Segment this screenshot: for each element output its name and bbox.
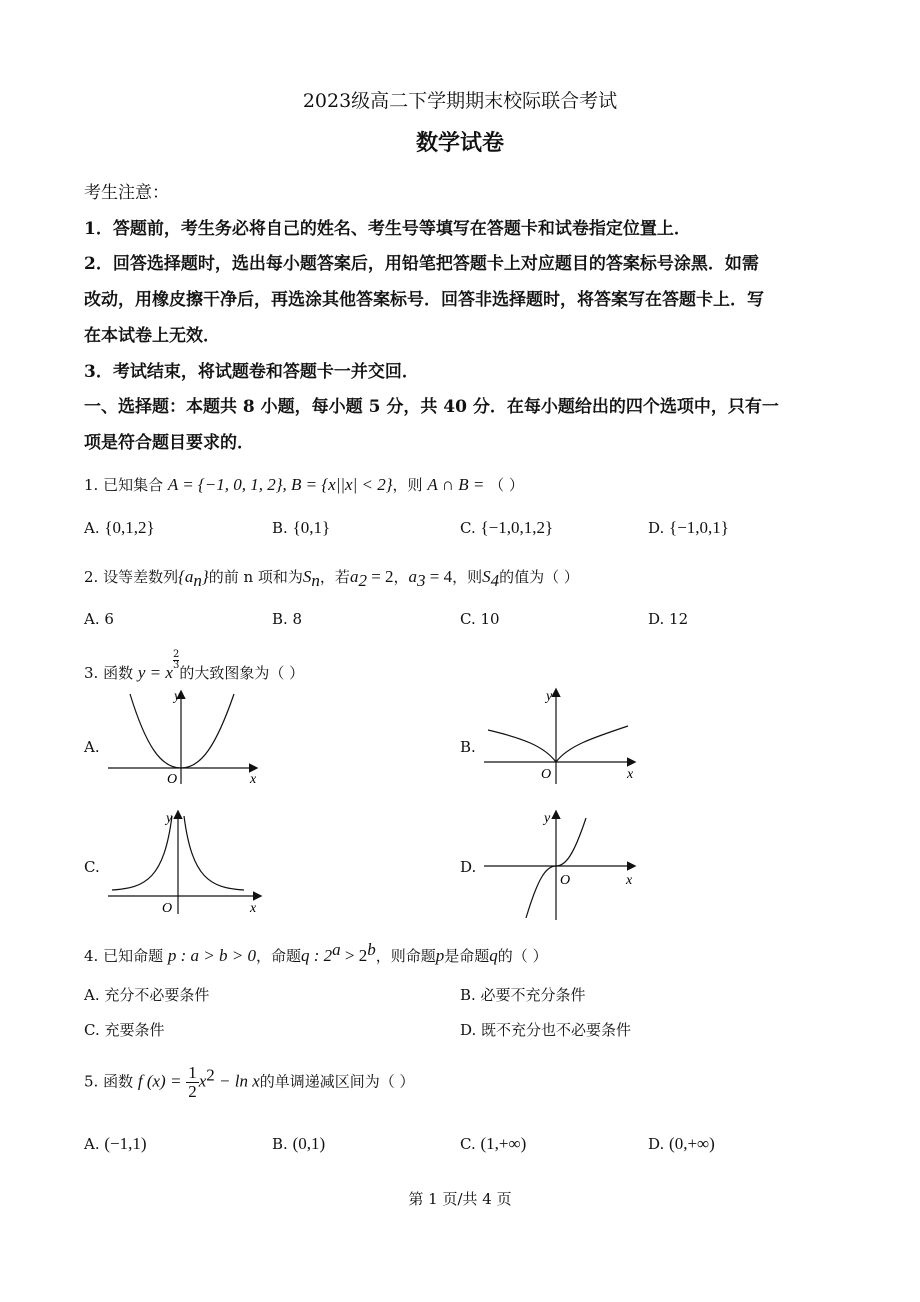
exam-title: 2023级高二下学期期末校际联合考试 bbox=[302, 90, 618, 112]
q3-b-y-label: y bbox=[546, 689, 553, 704]
q1-set-b: , B = {x||x| < 2} bbox=[282, 475, 393, 494]
q2-mid1: 的前 n 项和为 bbox=[208, 568, 303, 586]
q3-b-x-label: x bbox=[627, 767, 634, 782]
q2-seq: {a bbox=[178, 567, 194, 586]
q3-a-origin: O bbox=[167, 772, 178, 786]
q2-option-d[interactable]: D. 12 bbox=[648, 610, 689, 628]
q2-mid2: ，若 bbox=[319, 568, 350, 586]
q5-frac-num: 1 bbox=[188, 1063, 197, 1082]
q4-p2: p bbox=[435, 946, 445, 965]
q1-option-c-label: C. bbox=[460, 519, 481, 537]
question-2 bbox=[84, 566, 579, 591]
q1-option-b-label: B. bbox=[272, 519, 293, 537]
q5-rest: x bbox=[198, 1071, 207, 1091]
q3-b-curve bbox=[488, 726, 628, 762]
q5-fraction bbox=[186, 1064, 199, 1101]
q4-q-exp-a: a bbox=[332, 940, 341, 959]
q3-c-y-label: y bbox=[166, 811, 173, 826]
q2-cond2-sub: 3 bbox=[417, 571, 426, 590]
q4-option-b[interactable]: B. 必要不充分条件 bbox=[460, 986, 586, 1004]
q3-d-origin: O bbox=[560, 873, 571, 888]
section-1-line-2: 项是符合题目要求的． bbox=[84, 433, 254, 453]
q3-graph-b[interactable] bbox=[482, 686, 642, 786]
q3-exp-den: 3 bbox=[172, 660, 180, 671]
q3-c-curve-right bbox=[184, 816, 244, 890]
q2-comma: ， bbox=[393, 568, 409, 586]
q4-mid: ，命题 bbox=[255, 947, 301, 965]
notice-item-2-line-2: 改动，用橡皮擦干净后，再选涂其他答案标号．回答非选择题时，将答案写在答题卡上．写 bbox=[84, 290, 764, 310]
q4-p: p : a > b > 0 bbox=[167, 946, 256, 965]
q4-suffix: 的（ ） bbox=[497, 947, 548, 965]
q3-d-x-label: x bbox=[626, 873, 633, 888]
page-number: 第 1 页/共 4 页 bbox=[408, 1190, 512, 1208]
q5-suffix: 的单调递减区间为（ ） bbox=[259, 1072, 415, 1091]
q3-prefix: 3. 函数 bbox=[84, 664, 134, 682]
q4-option-c[interactable]: C. 充要条件 bbox=[84, 1021, 165, 1039]
q1-option-a-label: A. bbox=[84, 519, 105, 537]
notice-item-1: 1．答题前，考生务必将自己的姓名、考生号等填写在答题卡和试卷指定位置上． bbox=[84, 219, 691, 239]
q1-option-d-value: {−1,0,1} bbox=[669, 518, 729, 537]
q2-prefix: 2. 设等差数列 bbox=[84, 568, 179, 586]
q3-option-b[interactable]: B. bbox=[460, 738, 476, 756]
question-5 bbox=[84, 1064, 415, 1101]
notice-heading: 考生注意： bbox=[84, 183, 169, 203]
q3-exp-num: 2 bbox=[172, 649, 180, 660]
question-4 bbox=[84, 940, 548, 966]
notice-item-3: 3．考试结束，将试题卷和答题卡一并交回． bbox=[84, 362, 419, 382]
notice-item-2-line-3: 在本试卷上无效． bbox=[84, 326, 220, 346]
q1-option-a-value: {0,1,2} bbox=[104, 518, 155, 537]
q5-option-b-value: (0,1) bbox=[292, 1134, 326, 1153]
q4-q2: q bbox=[489, 946, 498, 965]
q3-option-c[interactable]: C. bbox=[84, 858, 100, 876]
q5-option-b[interactable] bbox=[272, 1134, 325, 1154]
q3-option-a[interactable]: A. bbox=[84, 738, 100, 756]
q5-rest-exp: 2 bbox=[206, 1065, 215, 1085]
q1-option-a[interactable] bbox=[84, 518, 155, 538]
q2-cond2-val: = 4 bbox=[425, 567, 453, 586]
q3-graph-a[interactable] bbox=[106, 686, 266, 786]
q2-s4-sub: 4 bbox=[490, 571, 500, 590]
q2-s-sub: n bbox=[311, 571, 320, 590]
q4-q-exp-b: b bbox=[367, 940, 376, 959]
q1-suffix: ，则 bbox=[392, 476, 423, 494]
q2-cond1-sub: 2 bbox=[358, 571, 367, 590]
q2-option-b[interactable]: B. 8 bbox=[272, 610, 303, 628]
q3-suffix: 的大致图象为（ ） bbox=[179, 664, 305, 682]
q1-set-a: A = {−1, 0, 1, 2} bbox=[167, 475, 283, 494]
q5-option-a-value: (−1,1) bbox=[104, 1134, 147, 1153]
notice-item-2-line-1: 2．回答选择题时，选出每小题答案后，用铅笔把答题卡上对应题目的答案标号涂黑．如需 bbox=[84, 254, 759, 274]
q5-fx: f (x) = bbox=[137, 1071, 182, 1091]
q3-graph-c[interactable] bbox=[106, 808, 266, 918]
q4-prefix: 4. 已知命题 bbox=[84, 947, 164, 965]
q5-option-b-label: B. bbox=[272, 1135, 293, 1153]
q4-option-a[interactable]: A. 充分不必要条件 bbox=[84, 986, 210, 1004]
q5-option-c-label: C. bbox=[460, 1135, 481, 1153]
q4-option-d[interactable]: D. 既不充分也不必要条件 bbox=[460, 1021, 632, 1039]
q4-q: q : 2 bbox=[301, 946, 333, 965]
q2-option-c[interactable]: C. 10 bbox=[460, 610, 500, 628]
q5-option-a[interactable] bbox=[84, 1134, 147, 1154]
q4-q-gt: > 2 bbox=[340, 946, 368, 965]
q3-c-origin: O bbox=[162, 901, 173, 916]
q3-func: y = x bbox=[137, 663, 173, 682]
q2-seq-close: } bbox=[201, 567, 209, 586]
q5-option-d-value: (0,+∞) bbox=[669, 1134, 715, 1153]
q3-a-y-label: y bbox=[174, 689, 181, 704]
q4-mid2: ，则命题 bbox=[375, 947, 436, 965]
q3-b-origin: O bbox=[541, 767, 552, 782]
q5-option-a-label: A. bbox=[84, 1135, 105, 1153]
section-1-line-1: 一、选择题：本题共 8 小题，每小题 5 分，共 40 分．在每小题给出的四个选项中，只有一 bbox=[84, 397, 779, 417]
q5-option-d[interactable] bbox=[648, 1134, 715, 1154]
q2-mid3: ，则 bbox=[452, 568, 483, 586]
q3-graph-d[interactable] bbox=[482, 808, 642, 922]
question-3 bbox=[84, 650, 304, 683]
q5-frac-den: 2 bbox=[188, 1082, 197, 1101]
q5-rest2: − ln x bbox=[214, 1071, 260, 1091]
q5-option-c[interactable] bbox=[460, 1134, 526, 1154]
q1-prefix: 1. 已知集合 bbox=[84, 476, 164, 494]
q2-seq-sub: n bbox=[193, 571, 202, 590]
question-1 bbox=[84, 474, 524, 495]
q1-paren: （ ） bbox=[489, 476, 524, 494]
q1-option-d-label: D. bbox=[648, 519, 670, 537]
q5-prefix: 5. 函数 bbox=[84, 1072, 134, 1091]
q1-option-c[interactable] bbox=[460, 518, 553, 538]
q3-option-d[interactable]: D. bbox=[460, 858, 477, 876]
q3-c-x-label: x bbox=[250, 901, 257, 916]
q2-cond2: a bbox=[408, 567, 418, 586]
q1-option-c-value: {−1,0,1,2} bbox=[480, 518, 554, 537]
q3-c-curve-left bbox=[112, 816, 172, 890]
q2-s: S bbox=[302, 567, 312, 586]
q2-option-a[interactable]: A. 6 bbox=[84, 610, 114, 628]
q3-a-x-label: x bbox=[250, 772, 257, 786]
q2-cond1: a bbox=[349, 567, 359, 586]
q2-cond1-val: = 2 bbox=[366, 567, 394, 586]
subject-title: 数学试卷 bbox=[415, 130, 504, 156]
q4-mid3: 是命题 bbox=[444, 947, 490, 965]
q1-expr: A ∩ B = bbox=[427, 475, 485, 494]
q5-option-d-label: D. bbox=[648, 1135, 670, 1153]
q2-suffix: 的值为（ ） bbox=[499, 568, 579, 586]
q3-d-y-label: y bbox=[544, 811, 551, 826]
q1-option-d[interactable] bbox=[648, 518, 729, 538]
q2-s4: S bbox=[482, 567, 491, 586]
q3-a-curve bbox=[130, 694, 234, 768]
q1-option-b-value: {0,1} bbox=[292, 518, 331, 537]
q5-option-c-value: (1,+∞) bbox=[480, 1134, 527, 1153]
q1-option-b[interactable] bbox=[272, 518, 330, 538]
